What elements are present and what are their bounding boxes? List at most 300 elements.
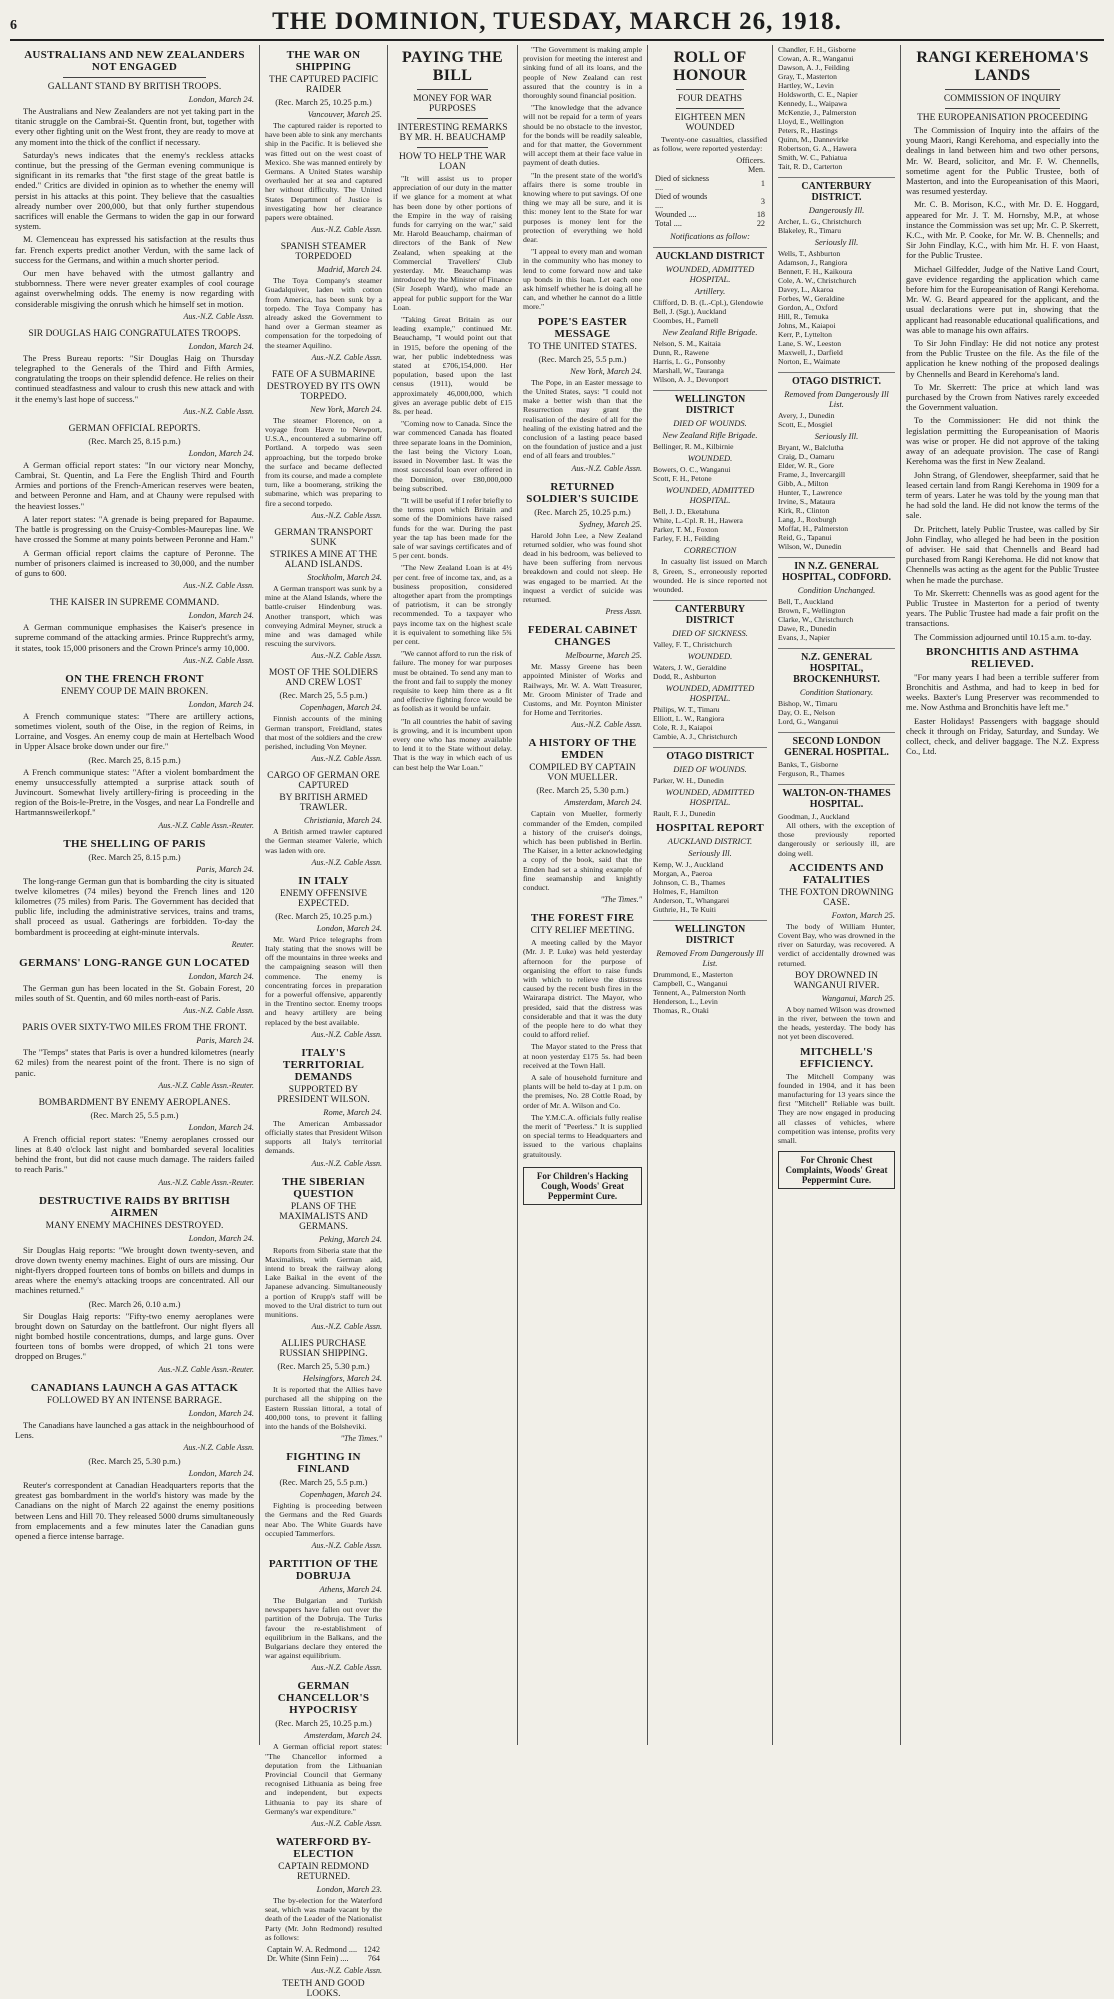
paragraph: John Strang, of Glendower, sheepfarmer, said that he leased certain land from Rangi Kerehoma in 1909 for a term of years. Later he was told by the young man that he had sold the land. He did not know the terms of the sale. <box>906 469 1099 521</box>
dateline: Paris, March 24. <box>196 863 254 874</box>
article-british-airmen <box>15 1195 254 1374</box>
list-item: Quinn, M., Dannevirke <box>778 135 849 144</box>
article-shelling-paris <box>15 838 254 949</box>
list-item: Thomas, R., Otaki <box>653 1006 709 1016</box>
paragraph: Captain von Mueller, formerly commander of the Emden, compiled a history of the cruiser's doings, which has been published in Berlin. The Kaiser, in a letter acknowledging a copy of the book, said that the Emden had set a shining example of fine seamanship and knightly conduct. <box>523 809 642 892</box>
list-item: Johns, M., Kaiapoi <box>778 321 836 330</box>
patient-list <box>778 411 895 429</box>
paragraph: Harold John Lee, a New Zealand returned soldier, who was found shot dead in his bedroom, was believed to have been suffering from nervous breakdown and could not sleep. He was engaged to be married. At the inquest a verdict of suicide was returned. <box>523 530 642 604</box>
article-german-reports <box>15 424 254 590</box>
article-paris-distance <box>15 1023 254 1090</box>
list-item: Hunter, T., Lawrence <box>778 488 843 497</box>
advert-peppermint-cure: For Children's Hacking Cough, Woods' Great Peppermint Cure. <box>523 1167 642 1205</box>
list-item: Cambie, A. J., Christchurch <box>653 732 738 742</box>
subheadline: MANY ENEMY MACHINES DESTROYED. <box>45 1220 224 1231</box>
source-credit: Aus.-N.Z. Cable Assn. <box>183 311 254 321</box>
headline: PARIS OVER SIXTY-TWO MILES FROM THE FRONT. <box>22 1023 247 1034</box>
list-item: Forbes, W., Geraldine <box>778 294 845 303</box>
dateline: Foxton, March 25. <box>831 909 895 920</box>
paragraph: A British armed trawler captured the German steamer Valerie, which was laden with ore. <box>265 827 382 855</box>
source-credit: Aus.-N.Z. Cable Assn.-Reuter. <box>158 1364 254 1374</box>
list-item: Bryant, W., Balclutha <box>778 443 844 452</box>
article-italy <box>265 875 382 1039</box>
advert-text: "For many years I had been a terrible sufferer from Bronchitis and Asthma, and had to keep in bed for weeks. Baxter's Lung Preserver was recommended to me. Now Asthma and Bronchitis have left me." <box>906 671 1099 713</box>
article-submarine <box>265 370 382 520</box>
district-heading: CANTERBURY DISTRICT. <box>778 177 895 203</box>
dateline: Madrid, March 24. <box>317 264 382 275</box>
paragraph: Reuter's correspondent at Canadian Headquarters reports that the greatest gas bombardment in the world's history was made by the Canadians on the night of March 22 against the enemy positions between Lens and Hill 70. They released 5000 drums simultaneously from emplacements and a few minutes later the Canadian guns opened a fierce intense barrage. <box>15 1480 254 1542</box>
page-number: 6 <box>10 18 17 33</box>
subheadline: GERMAN TRANSPORT SUNK <box>274 527 373 548</box>
list-item: Coombes, H., Parnell <box>653 316 719 326</box>
paragraph: The long-range German gun that is bombarding the city is situated twelve kilometres (74 miles) beyond the French lines and 120 kilometres (75 miles) from Paris. The Government has decided that public life, including the administrative services, trains and trams, shall proceed as usual. Gatherings are forbidden. To-day the bombardment is proceeding at eight-minute intervals. <box>15 875 254 937</box>
source-credit: "The Times." <box>600 895 642 905</box>
list-item: Chandler, F. H., Gisborne <box>778 45 856 54</box>
subheadline: ENEMY OFFENSIVE EXPECTED. <box>280 888 367 909</box>
received-time: (Rec. March 26, 0.10 a.m.) <box>88 1298 181 1309</box>
dateline: Athens, March 24. <box>319 1584 382 1595</box>
list-item: Cole, A. W., Christchurch <box>778 276 857 285</box>
dateline: Melbourne, March 25. <box>565 650 642 661</box>
list-item: Elliott, L. W., Rangiora <box>653 714 725 724</box>
list-item: Blakeley, R., Timaru <box>778 226 841 235</box>
list-item: Avery, J., Dunedin <box>778 411 835 420</box>
headline: A HISTORY OF THE EMDEN <box>528 737 637 762</box>
paragraph: "We cannot afford to run the risk of failure. The money for war purposes must be obtained. To send any man to the front and fail to supply the money requisite to keep him there as a fit and effective fighting force would be as foolish as it would be unfair. <box>393 649 512 714</box>
list-item: Bell, J. D., Eketahuna <box>653 507 720 517</box>
category-heading: Removed From Dangerously Ill List. <box>656 948 764 969</box>
received-time: (Rec. March 25, 8.15 p.m.) <box>88 754 181 765</box>
paragraph: It is reported that the Allies have purchased all the shipping on the Eastern Russian littoral, a total of 400,000 tons, to prevent it falling into the hands of the Bolsheviki. <box>265 1385 382 1432</box>
subheadline-2: BY BRITISH ARMED TRAWLER. <box>279 793 368 814</box>
paragraph: A French official report states: "Enemy aeroplanes crossed our lines at 8.40 o'clock last night and bombarded several localities behind the front, but did not cause much damage. The raiders failed to reach Paris." <box>15 1133 254 1175</box>
casualty-list <box>653 507 767 543</box>
list-item: Waters, J. W., Geraldine <box>653 663 727 673</box>
list-item: Reid, G., Tapanui <box>778 533 832 542</box>
list-item: Scott, E., Mosgiel <box>778 420 833 429</box>
list-item: Irvine, S., Mataura <box>778 497 836 506</box>
headline: PAYING THE BILL <box>402 49 503 84</box>
subheadline: CITY RELIEF MEETING. <box>530 926 635 937</box>
column-1 <box>10 45 260 1745</box>
column-5 <box>648 45 773 1745</box>
column-4 <box>518 45 648 1745</box>
paragraph: Dr. Pritchett, lately Public Trustee, was called by Sir John Findlay, who alleged he had been in the position of adviser. He said that Chennells and Beard had purchased from Rangi Kerehoma. He did not know that Chennells was acting as the agent for the Public Trustee when he made the purchase. <box>906 523 1099 585</box>
hospital-heading: N.Z. GENERAL HOSPITAL, BROCKENHURST. <box>778 648 895 685</box>
paragraph: "In all countries the habit of saving is growing, and it is incumbent upon every one who has money available to lend it to the State without delay. That is the way in which each of us can best help the War Loan." <box>393 716 512 772</box>
list-item: Guthrie, H., Te Kuiti <box>653 905 717 915</box>
paragraph: Michael Gilfedder, Judge of the Native Land Court, gave evidence regarding the application which came before him for the Europeanisation of Rangi Kerehoma. Mr. W. G. Beard appeared for the applicant, and the usual declarations were put in, showing that the applicant had reasonable educational qualifications, and was able to manage his own affairs. <box>906 263 1099 335</box>
list-item: Parker, W. H., Dunedin <box>653 776 724 786</box>
headline: RANGI KEREHOMA'S LANDS <box>916 49 1089 84</box>
casualty-list <box>653 298 767 325</box>
source-credit: Aus.-N.Z. Cable Assn. <box>311 225 382 235</box>
headline: GERMANS' LONG-RANGE GUN LOCATED <box>19 956 250 969</box>
headline: PARTITION OF THE DOBRUJA <box>268 1558 379 1583</box>
hospital-heading: IN N.Z. GENERAL HOSPITAL, CODFORD. <box>778 557 895 583</box>
column-6 <box>773 45 901 1745</box>
list-item: Lord, G., Wanganui <box>778 717 839 726</box>
paragraph: A French communique states: "After a violent bombardment the enemy unsuccessfully attempted a surprise attack south of Juvincourt. Somewhat lively artillery-firing is proceeding in the region of the Bois-le-Pretre, in the Vosges, and near La Fondrelle and Hartmannsweilerkopf." <box>15 766 254 818</box>
list-item: Hartley, W., Levin <box>778 81 834 90</box>
dateline: New York, March 24. <box>310 403 382 414</box>
list-item: Gordon, A., Oxford <box>778 303 838 312</box>
paragraph: "The New Zealand Loan is at 4½ per cent. free of income tax, and, as a business proposition, considered altogether apart from the promptings of patriotism, it can be strongly recommended. To a taxpayer who pays income tax on the highest scale it is equivalent to something like 5¾ per cent. <box>393 563 512 646</box>
category-heading: WOUNDED. <box>687 651 733 662</box>
dateline: London, March 24. <box>188 610 254 621</box>
list-item: McKenzie, J., Palmerston <box>778 108 857 117</box>
article-aeroplanes <box>15 1098 254 1187</box>
subheadline: FOUR DEATHS <box>677 94 743 104</box>
received-time: (Rec. March 25, 5.30 p.m.) <box>88 1456 181 1467</box>
dateline: London, March 24. <box>188 1468 254 1479</box>
district-heading: CANTERBURY DISTRICT <box>653 600 767 626</box>
category-heading: DIED OF WOUNDS. <box>673 764 747 775</box>
source-credit: Aus.-N.Z. Cable Assn. <box>183 655 254 665</box>
election-results <box>265 1945 382 1963</box>
source-credit: Aus.-N.Z. Cable Assn. <box>571 720 642 730</box>
casualty-list <box>653 465 767 483</box>
hospital-heading: SECOND LONDON GENERAL HOSPITAL. <box>778 732 895 758</box>
article-canadians-gas <box>15 1382 254 1542</box>
subheadline: SPANISH STEAMER TORPEDOED <box>280 242 367 263</box>
paragraph: To Sir John Findlay: He did not notice any protest from the Public Trustee on the file. As the file of the application he knew nothing of the proposed dealings by Chennells and Beard in Kerehoma's land. <box>906 338 1099 379</box>
list-item: Campbell, C., Wanganui <box>653 979 728 989</box>
dateline: Paris, March 24. <box>196 1035 254 1046</box>
article-soldier-suicide <box>523 481 642 617</box>
list-item: Kirk, R., Clinton <box>778 506 830 515</box>
headline: GERMAN OFFICIAL REPORTS. <box>68 423 201 434</box>
dateline: Peking, March 24. <box>319 1233 382 1244</box>
paragraph: "I appeal to every man and woman in the community who has money to lend to come forward now and take up bonds in this loan. Let each one ask himself whether he is doing all he can, and whether he cannot do a little more." <box>523 247 642 312</box>
paragraph: The captured raider is reported to have been able to sink any merchants ship in the Pacific. It is believed she was fitted out on the west coast of Mexico. She was manned entirely by Germans. A United States warship overhauled her at sea and captured her without difficulty. The United States Department of Justice is investigating how her clearance papers were obtained. <box>265 121 382 223</box>
dateline: Helsingfors, March 24. <box>302 1373 382 1384</box>
source-credit: Aus.-N.Z. Cable Assn. <box>311 510 382 520</box>
paragraph: The Australians and New Zealanders are not yet taking part in the titanic struggle on the Cambrai-St. Quentin front, but, together with every other fighting unit on the West front, they are ready to move at any moment into the thick of the conflict if necessary. <box>15 106 254 147</box>
paragraph: To the Commissioner: He did not think the legislation permitting the Europeanisation of Maoris was wise or proper. He did not approve of the taking away of an adequate provision. The case of Rangi Kerehoma was the first in New Zealand. <box>906 415 1099 467</box>
list-item: Bell, T., Auckland <box>778 597 834 606</box>
subheadline: MONEY FOR WAR PURPOSES <box>413 94 492 114</box>
subheadline: ALLIES PURCHASE RUSSIAN SHIPPING. <box>279 1339 368 1360</box>
list-item: Hill, R., Temuka <box>778 312 829 321</box>
casualty-list <box>653 809 767 818</box>
paragraph: "In the present state of the world's affairs there is some trouble in knowing where to put savings. Of one thing we may all be sure, and it is this: money lent to the State for war purposes is money lent for the protection of everything we hold dear. <box>523 170 642 245</box>
headline: THE FOREST FIRE <box>530 912 635 925</box>
paragraph: The Pope, in an Easter message to the United States, says: "I could not make a better wish than that the Resurrection may grant the realisation of the desire of all for the healing of the existing hatred and the conclusion of a lasting peace based on the foundation of justice and a just end of all fears and troubles." <box>523 377 642 461</box>
table-row: Captain W. A. Redmond .... 1242 <box>267 1945 380 1955</box>
casualty-summary-table <box>653 156 767 228</box>
district-heading: WELLINGTON DISTRICT <box>653 390 767 416</box>
paragraph: The Bulgarian and Turkish newspapers have fallen out over the partition of the Dobruja. The Turks favour the re-establishment of equilibrium in the Balkans, and the Bulgarians declare they entered the war against equilibrium. <box>265 1596 382 1661</box>
list-item: Bell, J. (Sgt.), Auckland <box>653 307 727 317</box>
article-crew-lost <box>265 668 382 763</box>
casualty-list <box>653 640 767 649</box>
list-item: Clarke, W., Christchurch <box>778 615 854 624</box>
casualty-list <box>653 442 767 451</box>
category-heading: Seriously Ill. <box>688 848 732 859</box>
list-item: Lloyd, E., Wellington <box>778 117 844 126</box>
headline: SIR DOUGLAS HAIG CONGRATULATES TROOPS. <box>28 328 241 339</box>
paragraph: The "Temps" states that Paris is over a hundred kilometres (nearly 62 miles) from the nearest point of the front. There is no sign of panic. <box>15 1047 254 1078</box>
list-item: Kerr, P., Lyttelton <box>778 330 832 339</box>
paragraph: "Coming now to Canada. Since the war commenced Canada has floated three separate loans in the Dominion, the last being the Victory Loan, issued in November last. It was the most successful loan ever offered in the Dominion, over £80,000,000 being subscribed. <box>393 419 512 493</box>
article-gun-located <box>15 957 254 1015</box>
source-credit: Aus.-N.Z. Cable Assn. <box>311 857 382 867</box>
dateline: Amsterdam, March 24. <box>304 1730 382 1741</box>
headline: ON THE FRENCH FRONT <box>65 672 204 685</box>
table-row: Dr. White (Sinn Fein) .... 764 <box>267 1954 380 1964</box>
dateline: Amsterdam, March 24. <box>564 797 642 808</box>
category-heading: CORRECTION <box>683 545 737 556</box>
headline: THE KAISER IN SUPREME COMMAND. <box>49 598 220 609</box>
category-heading: WOUNDED, ADMITTED HOSPITAL. <box>665 264 755 285</box>
headline: ACCIDENTS AND FATALITIES <box>789 861 884 886</box>
category-heading: Dangerously Ill. <box>808 205 865 215</box>
source-credit: Aus.-N.Z. Cable Assn. <box>183 1443 254 1453</box>
table-header: Officers. Men. <box>736 156 765 175</box>
list-item: Norton, E., Waimate <box>778 357 841 366</box>
subheadline: MOST OF THE SOLDIERS AND CREW LOST <box>268 668 379 689</box>
headline: WATERFORD BY-ELECTION <box>275 1836 372 1861</box>
article-cabinet <box>523 624 642 729</box>
table-row: Died of sickness .... 1 <box>655 174 765 193</box>
category-heading: Condition Unchanged. <box>797 585 876 595</box>
list-item: Cole, R. J., Kaiapoi <box>653 723 713 733</box>
advert-peppermint-cure: For Chronic Chest Complaints, Woods' Great Peppermint Cure. <box>778 1151 895 1189</box>
paragraph: In casualty list issued on March 8, Green, S., erroneously reported wounded. He is since reported not wounded. <box>653 557 767 595</box>
article-emden <box>523 737 642 904</box>
list-item: Lang, J., Roxburgh <box>778 515 837 524</box>
dateline: Sydney, March 25. <box>579 518 642 529</box>
paragraph: "It will assist us to proper appreciation of our duty in the matter if we glance for a moment at what has been done by other portions of the Empire in the way of raising funds for carrying on the war," said Mr. Harold Beauchamp, chairman of directors of the Bank of New Zealand, when speaking at the Commercial Travellers' Club yesterday. Mr. Beauchamp was introduced by the Minister of Finance (Sir Joseph Ward), who made an appeal for public support for the War Loan. <box>393 174 512 312</box>
list-item: Dodd, R., Ashburton <box>653 672 717 682</box>
category-heading: WOUNDED. <box>687 453 733 464</box>
list-item: Anderson, T., Whangarei <box>653 896 730 906</box>
category-heading: WOUNDED, ADMITTED HOSPITAL. <box>665 787 755 808</box>
category-heading: Seriously Ill. <box>814 431 859 441</box>
list-item: Farley, F. H., Feilding <box>653 534 720 544</box>
paragraph: Our men have behaved with the utmost gallantry and stubbornness. There were never greater examples of cool courage against overwhelming odds. The enemy is now regarding with considerable misgiving the onrush which he himself set in motion. <box>15 268 254 309</box>
article-ore-captured <box>265 771 382 867</box>
paragraph: The German gun has been located in the St. Gobain Forest, 20 miles south of St. Quentin, and 60 miles north-east of Paris. <box>15 982 254 1003</box>
subheadline: THE FOXTON DROWNING CASE. <box>779 887 894 908</box>
list-item: Gibb, A., Milton <box>778 479 829 488</box>
paragraph: Fighting is proceeding between the Germans and the Red Guards near Abo. The White Guards have occupied Tammerfors. <box>265 1501 382 1538</box>
casualty-list <box>653 776 767 785</box>
casualty-list <box>653 705 767 741</box>
dateline: London, March 23. <box>316 1884 382 1895</box>
source-credit: Aus.-N.Z. Cable Assn. <box>311 352 382 362</box>
subheadline-3: HOW TO HELP THE WAR LOAN <box>399 152 506 172</box>
patient-list <box>778 443 895 551</box>
article-kaiser <box>15 598 254 665</box>
headline: HOSPITAL REPORT <box>655 822 765 835</box>
paragraph: A French communique states: "There are artillery actions, sometimes violent, south of the Oise, in the region of Reims, in Lorraine, and Vosges. An enemy coup de main at Hertelbach Wood in Upper Alsace broke down under our fire." <box>15 710 254 752</box>
paragraph: The Canadians have launched a gas attack in the neighbourhood of Lens. <box>15 1419 254 1440</box>
advert-heading: TEETH AND GOOD LOOKS. <box>282 1979 365 1999</box>
paragraph: The American Ambassador officially states that President Wilson supports all Italy's territorial demands. <box>265 1118 382 1156</box>
article-pope <box>523 316 642 473</box>
patient-list <box>778 597 895 642</box>
dateline: Rome, March 24. <box>323 1106 382 1117</box>
source-credit: Aus.-N.Z. Cable Assn. <box>311 1541 382 1551</box>
list-item: Kennedy, L., Waipawa <box>778 99 847 108</box>
list-item: Archer, L. G., Christchurch <box>778 217 862 226</box>
paragraph: A German official report states: "The Chancellor informed a deputation from the Lithuanian Provincial Council that Germany recognised Lithuania as being free and independent, but expects Lithuania to pay its share of Germany's war expenditure." <box>265 1742 382 1816</box>
list-item: Bennett, F. H., Kaikoura <box>778 267 853 276</box>
subheadline: COMPILED BY CAPTAIN VON MUELLER. <box>529 763 636 784</box>
source-credit: Aus.-N.Z. Cable Assn. <box>183 1006 254 1016</box>
dateline: London, March 24. <box>188 970 254 981</box>
headline: ITALY'S TERRITORIAL DEMANDS <box>282 1046 365 1083</box>
category-heading: Removed from Dangerously Ill List. <box>784 389 889 409</box>
headline: POPE'S EASTER MESSAGE <box>537 315 628 340</box>
column-2 <box>260 45 388 1999</box>
category-heading: Condition Stationary. <box>799 687 874 697</box>
paragraph: Sir Douglas Haig reports: "We brought down twenty-seven, and drove down twenty enemy machines. Eight of ours are missing. Our night-flyers dropped fourteen tons of bombs on billets and dumps in areas where the enemy's attacking troops are concentrated. All our machines returned." <box>15 1244 254 1296</box>
paragraph: The Toya Company's steamer Guadalquiver, laden with cotton from America, has been sunk by a torpedo. The Toya Company has already asked the Government to hand over a German steamer as compensation for the torpedoing of the steamer Aquilino. <box>265 276 382 350</box>
subheadline: TO THE UNITED STATES. <box>528 341 637 352</box>
list-item: Henderson, L., Levin <box>653 997 718 1007</box>
list-item: Banks, T., Gisborne <box>778 760 839 769</box>
article-russian-shipping <box>265 1339 382 1443</box>
list-item: Scott, F. H., Petone <box>653 474 712 484</box>
list-item: Dawson, A. J., Feilding <box>778 63 850 72</box>
paragraph: The by-election for the Waterford seat, which was made vacant by the death of the Leader of the Nationalist Party (Mr. John Redmond) resulted as follows: <box>265 1896 382 1942</box>
paragraph: A sale of household furniture and plants will be held to-day at 1 p.m. on the premises, No. 28 Cottle Road, by order of Mr. A. Wilson and Co. <box>523 1073 642 1110</box>
list-item: Valley, F. T., Christchurch <box>653 640 732 650</box>
category-heading: DIED OF SICKNESS. <box>672 628 748 639</box>
list-item: Adamson, J., Rangiora <box>778 258 848 267</box>
headline: FEDERAL CABINET CHANGES <box>527 624 638 649</box>
dateline: London, March 24. <box>188 1407 254 1418</box>
list-item: Clifford, D. B. (L.-Cpl.), Glendowie <box>653 298 764 308</box>
category-heading: Seriously Ill. <box>814 237 859 247</box>
district-heading: WELLINGTON DISTRICT <box>653 920 767 946</box>
headline: DESTRUCTIVE RAIDS BY BRITISH AIRMEN <box>38 1194 231 1219</box>
article-italy-demands <box>265 1047 382 1168</box>
list-item: Craig, D., Oamaru <box>778 452 835 461</box>
list-item: Holdsworth, C. E., Napier <box>778 90 858 99</box>
casualty-list <box>653 663 767 681</box>
list-item: Brown, F., Wellington <box>778 606 846 615</box>
list-item: Moffat, H., Palmerston <box>778 524 849 533</box>
dateline: London, March 24. <box>188 447 254 458</box>
article-chancellor <box>265 1680 382 1828</box>
paragraph: A meeting called by the Mayor (Mr. J. P. Luke) was held yesterday afternoon for the purpose of organising the effort to raise funds with which to relieve the distress caused by the recent bush fires in the Wairarapa district. The Mayor, who presided, said that the distress was considerable and that it was the duty of the people here to do what they could to afford relief. <box>523 938 642 1040</box>
patient-list <box>778 812 895 821</box>
subheadline: THE CAPTURED PACIFIC RAIDER <box>269 75 378 95</box>
list-item: Johnson, C. B., Thames <box>653 878 726 888</box>
list-item: Davey, L., Akaroa <box>778 285 834 294</box>
paragraph: To Mr. Skerrett: Chennells was as good agent for the Public Trustee in Masterton for a period of twenty years. The Public Trustee had made a fair profit on the transactions. <box>906 587 1099 629</box>
article-haig <box>15 329 254 416</box>
list-item: Day, O. E., Nelson <box>778 708 836 717</box>
subheadline-2: EIGHTEEN MEN WOUNDED <box>674 113 746 133</box>
source-credit: Aus.-N.Z. Cable Assn. <box>311 1158 382 1168</box>
source-credit: Aus.-N.Z. Cable Assn. <box>311 1029 382 1039</box>
advert-text: Easter Holidays! Passengers with baggage should check it through on Friday, Saturday, and Sunday. We collect, check, and deliver baggage. The N.Z. Express Co., Ltd. <box>906 715 1099 757</box>
subheadline: PLANS OF THE MAXIMALISTS AND GERMANS. <box>279 1201 368 1232</box>
subheadline: FOLLOWED BY AN INTENSE BARRAGE. <box>46 1395 223 1406</box>
patient-list <box>778 45 895 171</box>
received-time: (Rec. March 25, 10.25 p.m.) <box>275 910 372 921</box>
source-credit: Aus.-N.Z. Cable Assn. <box>311 1819 382 1829</box>
article-siberian <box>265 1176 382 1332</box>
source-credit: Aus.-N.Z. Cable Assn.-Reuter. <box>158 820 254 830</box>
source-credit: Aus.-N.Z. Cable Assn. <box>311 1966 382 1976</box>
paragraph: The Mayor stated to the Press that at noon yesterday £175 5s. had been received at the Town Hall. <box>523 1042 642 1070</box>
article-french-front <box>15 673 254 830</box>
received-time: (Rec. March 25, 5.5 p.m.) <box>90 1109 179 1120</box>
source-credit: Aus.-N.Z. Cable Assn. <box>183 581 254 591</box>
source-credit: Reuter. <box>231 939 254 949</box>
paragraph: M. Clemenceau has expressed his satisfaction at the results thus far. French experts predict another Verdun, with the same lack of success for the Germans, and within a much shorter period. <box>15 234 254 265</box>
paragraph: A German official report states: "In our victory near Monchy, Cambrai, St. Quentin, and La Fere the English Third and Fourth Armies and portions of the French-American reserves were beaten, and between Peronne and Ham, and at Chauny were repulsed with the heaviest losses." <box>15 459 254 511</box>
subheadline: COMMISSION OF INQUIRY <box>943 94 1062 104</box>
paragraph: The Press Bureau reports: "Sir Douglas Haig on Thursday telegraphed to the Generals of the Third and Fifth Armies, congratulating the troops on their splendid defence. He relies on their continued steadfastness and valour to crush this new attack and with it the enemy's last hope of success." <box>15 352 254 404</box>
column-7 <box>901 45 1104 1745</box>
headline: RETURNED SOLDIER'S SUICIDE <box>526 480 639 505</box>
district-heading: OTAGO DISTRICT. <box>778 372 895 387</box>
paragraph: "The knowledge that the advance will not be repaid for a term of years should be no obstacle to the investor, for the bonds will be readily saleable, and for that matter, the Government will accept them at their face value in payment of death duties. <box>523 103 642 168</box>
paragraph: The Commission of Inquiry into the affairs of the young Maori, Rangi Kerehoma, and especially into the dealings in land between him and two other persons, Mr. W. Beard, solicitor, and Mr. F. W. Chennells, sometime agent for the Public Trustee, both of Masterton, and into the Europeanisation of this Maori, was resumed yesterday. <box>906 125 1099 197</box>
paragraph: All others, with the exception of those previously reported dangerously or seriously ill, are doing well. <box>778 821 895 858</box>
source-credit: Aus.-N.Z. Cable Assn. <box>571 463 642 473</box>
headline: FIGHTING IN FINLAND <box>286 1451 361 1476</box>
list-item: Robertson, G. A., Hawera <box>778 144 857 153</box>
intro-paragraph: Twenty-one casualties, classified as follow, were reported yesterday: <box>653 135 767 154</box>
article-dobruja <box>265 1558 382 1672</box>
headline: MITCHELL'S EFFICIENCY. <box>799 1045 874 1070</box>
patient-list <box>778 760 895 778</box>
article-finland <box>265 1451 382 1550</box>
dateline: London, March 24. <box>316 922 382 933</box>
subheadline-2: STRIKES A MINE AT THE ALAND ISLANDS. <box>269 549 378 570</box>
dateline: London, March 24. <box>188 698 254 709</box>
table-row: Wounded .... 18 <box>655 210 765 220</box>
patient-list <box>653 970 767 1015</box>
source-credit: Aus.-N.Z. Cable Assn. <box>183 406 254 416</box>
dateline: London, March 24. <box>188 94 254 104</box>
paragraph: Mr. C. B. Morison, K.C., with Mr. D. E. Hoggard, appeared for Mr. J. T. M. Hornsby, M.P., at whose instance the Commission was set up; Mr. C. P. Skerrett, K.C., with Mr. P. Cooke, for Mr. W. B. Chennells; and Sir John Findlay, K.C., with him Mr. H. F. von Haast, for the Public Trustee. <box>906 199 1099 261</box>
list-item: Maxwell, J., Darfield <box>778 348 843 357</box>
subheadline: SUPPORTED BY PRESIDENT WILSON. <box>277 1084 370 1105</box>
list-item: Frame, J., Invercargill <box>778 470 846 479</box>
list-item: Philips, W. T., Timaru <box>653 705 720 715</box>
district-heading: AUCKLAND DISTRICT <box>653 247 767 262</box>
paragraph: Mr. Ward Price telegraphs from Italy stating that the snows will be off the mountains in three weeks and the campaigning season will then commence. The enemy is concentrating forces in preparation for a powerful offensive, apparently in the Trentino sector. Enemy troops and heavy artillery are being replaced by the best available. <box>265 934 382 1027</box>
received-time: (Rec. March 25, 10.25 p.m.) <box>534 506 631 517</box>
headline: BOMBARDMENT BY ENEMY AEROPLANES. <box>38 1097 231 1108</box>
received-time: (Rec. March 25, 10.25 p.m.) <box>275 97 372 107</box>
paragraph: A German official report claims the capture of Peronne. The number of prisoners claimed is increased to 30,000, and the number of guns to 600. <box>15 547 254 578</box>
category-heading: WOUNDED, ADMITTED HOSPITAL. <box>665 485 755 506</box>
source-credit: Aus.-N.Z. Cable Assn. <box>311 1322 382 1332</box>
columns <box>10 45 1104 1999</box>
paragraph: A German communique emphasises the Kaiser's presence in supreme command of the attacking armies. Prince Rupprecht's army, it states, took 15,000 prisoners and the Crown Prince's army 10,000. <box>15 622 254 653</box>
dateline: Christiania, March 24. <box>303 815 382 826</box>
advert-heading: BRONCHITIS AND ASTHMA RELIEVED. <box>926 645 1079 670</box>
article-waterford <box>265 1836 382 1999</box>
subheadline: GALLANT STAND BY BRITISH TROOPS. <box>47 82 222 92</box>
headline: ROLL OF HONOUR <box>673 49 747 84</box>
subheadline-2: DESTROYED BY ITS OWN TORPEDO. <box>266 381 381 402</box>
headline: THE SIBERIAN QUESTION <box>282 1175 365 1200</box>
list-item: Cowan, A. R., Wanganui <box>778 54 854 63</box>
headline: GERMAN CHANCELLOR'S HYPOCRISY <box>277 1680 370 1717</box>
paragraph: The Commission adjourned until 10.15 a.m. to-day. <box>914 631 1092 642</box>
